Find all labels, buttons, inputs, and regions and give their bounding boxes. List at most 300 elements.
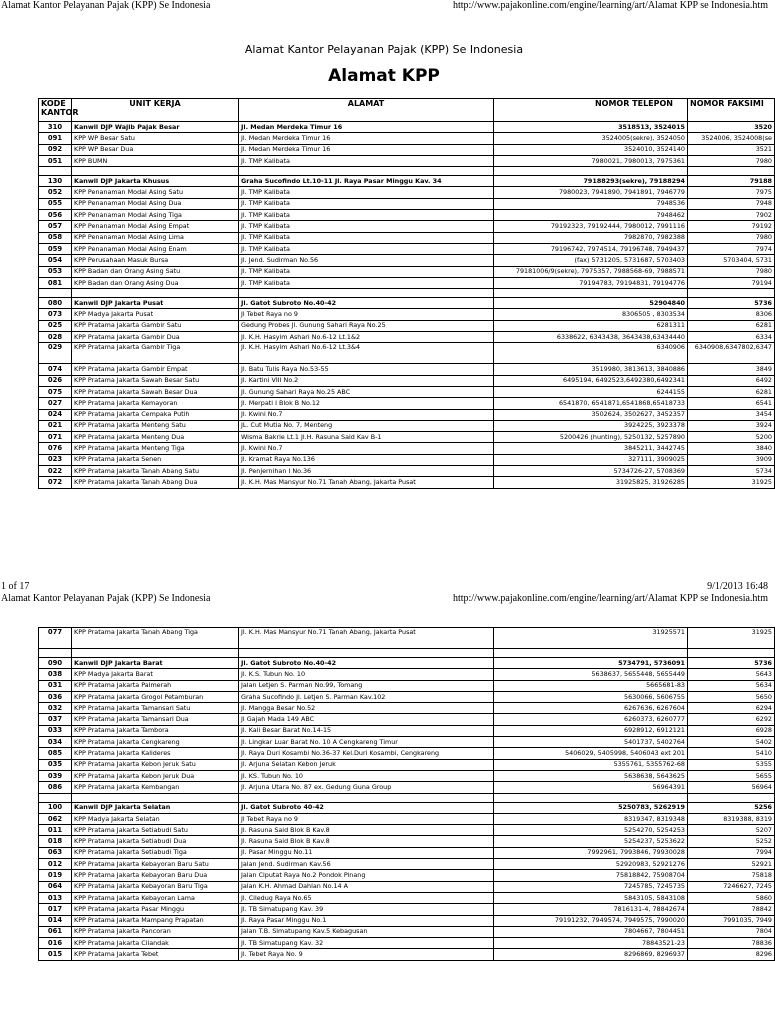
cell-faksimili: 6928 [688,725,775,736]
cell-faksimili: 7991035, 7949 [688,915,775,926]
cell-alamat: Jl. Jend. Sudirman No.56 [239,255,494,266]
table-row [39,703,775,714]
cell-kode: 086 [39,782,72,793]
cell-faksimili: 5655 [688,770,775,781]
table-row [39,881,775,892]
cell-unit-kerja: KPP Pratama Jakarta Gambir Satu [72,320,239,331]
cell-faksimili: 3840 [688,443,775,454]
cell-unit-kerja: KPP Pratama Jakarta Menteng Dua [72,432,239,443]
table-row [39,748,775,759]
cell-kode: 063 [39,847,72,858]
cell-kode: 085 [39,748,72,759]
cell-telepon: 79192323, 79192444, 7980012, 7991116 [494,221,688,232]
kpp-table-page-2 [38,627,772,961]
cell-telepon: 6338622, 6343438, 3643438,63434440 [494,332,688,343]
spacer-cell [494,649,688,658]
cell-kode: 072 [39,477,72,488]
cell-telepon: 5638637, 5655448, 5655449 [494,669,688,680]
cell-kode: 074 [39,364,72,375]
cell-kode: 058 [39,232,72,243]
cell-kode: 032 [39,703,72,714]
spacer-cell [688,289,775,298]
cell-telepon: 5843105, 5843108 [494,892,688,903]
col-header-unit: UNIT KERJA [72,99,239,122]
cell-unit-kerja: KPP WP Besar Dua [72,144,239,155]
cell-kode: 027 [39,398,72,409]
table-row [39,255,775,266]
cell-kode: 130 [39,176,72,187]
cell-faksimili: 6340908,6347802,6347 [688,343,775,364]
cell-telepon: 3518513, 3524015 [494,122,688,133]
cell-kode: 023 [39,454,72,465]
spacer-row [39,793,775,802]
cell-alamat: Gedung Probes Jl. Gunung Sahari Raya No.25 [239,320,494,331]
cell-alamat: Jl. TMP Kalibata [239,243,494,254]
cell-alamat: Jl. Rasuna Said Blok B Kav.8 [239,836,494,847]
cell-alamat: Jl. TMP Kalibata [239,221,494,232]
table-row [39,714,775,725]
table-row [39,122,775,133]
cell-alamat: Jl. TMP Kalibata [239,155,494,166]
cell-kode: 029 [39,343,72,364]
table-row [39,628,775,649]
cell-unit-kerja: KPP Pratama Jakarta Tanah Abang Tiga [72,628,239,649]
cell-unit-kerja: KPP Pratama Jakarta Kebayoran Baru Satu [72,859,239,870]
table-row [39,443,775,454]
spacer-cell [494,289,688,298]
spacer-cell [39,289,72,298]
table-header-row [39,99,775,122]
cell-faksimili: 79194 [688,277,775,288]
cell-faksimili: 3524006, 3524008(se [688,133,775,144]
cell-telepon: 3845211, 3442745 [494,443,688,454]
cell-kode: 056 [39,210,72,221]
cell-faksimili: 5256 [688,802,775,813]
cell-alamat: Jl. K.H. Mas Mansyur No.71 Tanah Abang, Jakarta Pusat [239,477,494,488]
cell-telepon: 8296869, 8296937 [494,949,688,960]
cell-telepon: 5355761, 5355762-68 [494,759,688,770]
cell-alamat: Jl. Batu Tulis Raya No.53-55 [239,364,494,375]
table-row [39,232,775,243]
document-title: Alamat Kantor Pelayanan Pajak (KPP) Se Indonesia [244,43,524,56]
cell-unit-kerja: KPP Madya Jakarta Selatan [72,813,239,824]
table-row [39,409,775,420]
cell-alamat: Jl. Rasuna Said Blok B Kav.8 [239,825,494,836]
cell-kode: 019 [39,870,72,881]
cell-telepon: 56964391 [494,782,688,793]
cell-alamat: Jl. Kali Besar Barat No.14-15 [239,725,494,736]
table-row [39,691,775,702]
cell-kode: 011 [39,825,72,836]
print-header-title: Alamat Kantor Pelayanan Pajak (KPP) Se Indonesia [1,0,211,11]
cell-telepon: 8319347, 8319348 [494,813,688,824]
cell-kode: 055 [39,198,72,209]
cell-kode: 013 [39,892,72,903]
cell-kode: 026 [39,375,72,386]
kpp-table-continued [38,627,775,961]
cell-alamat: Jl. Arjuna Selatan Kebon Jeruk [239,759,494,770]
cell-alamat: Jl. TMP Kalibata [239,210,494,221]
spacer-row [39,289,775,298]
table-row [39,243,775,254]
cell-kode: 100 [39,802,72,813]
cell-telepon: 79196742, 7974514, 79196748, 7949437 [494,243,688,254]
cell-telepon: 5250783, 5262919 [494,802,688,813]
cell-faksimili: 3849 [688,364,775,375]
cell-alamat: Jl. TB Simatupang Kav. 39 [239,904,494,915]
table-row [39,892,775,903]
table-row [39,759,775,770]
cell-alamat: Jl. Gatot Subroto 40-42 [239,802,494,813]
cell-kode: 014 [39,915,72,926]
cell-unit-kerja: KPP Badan dan Orang Asing Dua [72,277,239,288]
table-body-page-1 [39,122,775,489]
cell-faksimili: 5736 [688,658,775,669]
spacer-cell [239,167,494,176]
col-header-kode: KODE KANTOR [39,99,72,122]
cell-unit-kerja: Kanwil DJP Jakarta Barat [72,658,239,669]
cell-alamat: Jl. Tebet Raya No. 9 [239,949,494,960]
cell-faksimili: 5736 [688,298,775,309]
spacer-cell [239,289,494,298]
cell-unit-kerja: KPP Pratama Jakarta Tebet [72,949,239,960]
cell-alamat: Jl. Ciledug Raya No.65 [239,892,494,903]
cell-telepon: 78843521-23 [494,938,688,949]
cell-faksimili: 75818 [688,870,775,881]
cell-faksimili: 6541 [688,398,775,409]
cell-unit-kerja: Kanwil DJP Jakarta Selatan [72,802,239,813]
cell-faksimili: 7246627, 7245 [688,881,775,892]
table-row [39,454,775,465]
cell-telepon: 6928912, 6912121 [494,725,688,736]
spacer-cell [239,649,494,658]
cell-faksimili: 5734 [688,466,775,477]
cell-unit-kerja: KPP Pratama Jakarta Gambir Dua [72,332,239,343]
cell-kode: 022 [39,466,72,477]
cell-telepon: 31925571 [494,628,688,649]
cell-unit-kerja: KPP Penanaman Modal Asing Lima [72,232,239,243]
cell-faksimili: 7980 [688,232,775,243]
spacer-cell [239,793,494,802]
cell-kode: 073 [39,309,72,320]
cell-kode: 052 [39,187,72,198]
table-row [39,915,775,926]
cell-kode: 024 [39,409,72,420]
cell-unit-kerja: KPP Pratama Jakarta Menteng Tiga [72,443,239,454]
cell-alamat: Jl. Penjernihan I No.36 [239,466,494,477]
cell-alamat: Jl. KS. Tubun No. 10 [239,770,494,781]
cell-unit-kerja: KPP Pratama Jakarta Menteng Satu [72,420,239,431]
cell-unit-kerja: Kanwil DJP Wajib Pajak Besar [72,122,239,133]
cell-kode: 054 [39,255,72,266]
cell-unit-kerja: KPP Pratama Jakarta Setiabudi Dua [72,836,239,847]
cell-alamat: Jl. Lingkar Luar Barat No. 10 A Cengkareng Timur [239,737,494,748]
cell-unit-kerja: KPP Pratama Jakarta Setiabudi Tiga [72,847,239,858]
cell-alamat: Jl. K.H. Hasyim Ashari No.6-12 Lt.1&2 [239,332,494,343]
cell-faksimili: 5860 [688,892,775,903]
cell-alamat: Jl. K.H. Mas Mansyur No.71 Tanah Abang, Jakarta Pusat [239,628,494,649]
col-header-alamat: ALAMAT [239,99,494,122]
table-row [39,398,775,409]
cell-alamat: Jl. Gatot Subroto No.40-42 [239,298,494,309]
cell-faksimili: 5643 [688,669,775,680]
print-header-page-1 [0,0,768,12]
cell-unit-kerja: Kanwil DJP Jakarta Khusus [72,176,239,187]
cell-telepon: 7992961, 7993846, 79930028 [494,847,688,858]
cell-telepon: 6340906 [494,343,688,364]
cell-unit-kerja: KPP Pratama Jakarta Kebon Jeruk Satu [72,759,239,770]
cell-telepon: 5254237, 5253622 [494,836,688,847]
cell-alamat: Jl. Raya Pasar Minggu No.1 [239,915,494,926]
table-row [39,870,775,881]
cell-telepon: 7980021, 7980013, 7975361 [494,155,688,166]
cell-kode: 090 [39,658,72,669]
print-header-url: http://www.pajakonline.com/engine/learning/art/Alamat KPP se Indonesia.htm [452,593,768,604]
cell-alamat: Jl. TB Simatupang Kav. 32 [239,938,494,949]
cell-telepon: 6541870, 6541871,6541868,65418733 [494,398,688,409]
cell-alamat: Jalan Letjen S. Parman No.99, Tomang [239,680,494,691]
cell-kode: 031 [39,680,72,691]
table-row [39,802,775,813]
cell-faksimili: 6492 [688,375,775,386]
cell-kode: 034 [39,737,72,748]
cell-faksimili: 7994 [688,847,775,858]
cell-kode: 016 [39,938,72,949]
table-row [39,938,775,949]
cell-kode: 077 [39,628,72,649]
cell-telepon: 75818842, 75908704 [494,870,688,881]
spacer-row [39,649,775,658]
cell-unit-kerja: KPP Penanaman Modal Asing Enam [72,243,239,254]
print-header-page-2 [0,593,768,605]
cell-telepon: 79188293(sekre), 79188294 [494,176,688,187]
cell-telepon: 3924225, 3923378 [494,420,688,431]
cell-telepon: 5638638, 5643625 [494,770,688,781]
table-row [39,432,775,443]
table-row [39,825,775,836]
cell-alamat: Jl. TMP Kalibata [239,187,494,198]
table-row [39,133,775,144]
table-row [39,949,775,960]
cell-alamat: Jl. Gatot Subroto No.40-42 [239,658,494,669]
cell-alamat: Jl Gajah Mada 149 ABC [239,714,494,725]
table-row [39,782,775,793]
cell-faksimili: 3924 [688,420,775,431]
cell-telepon: 8306505 , 8303534 [494,309,688,320]
cell-kode: 064 [39,881,72,892]
cell-alamat: Jl. Kramat Raya No.136 [239,454,494,465]
cell-faksimili: 7974 [688,243,775,254]
cell-unit-kerja: KPP Pratama Jakarta Tanah Abang Dua [72,477,239,488]
cell-telepon: 3502624, 3502627, 3452357 [494,409,688,420]
cell-kode: 025 [39,320,72,331]
cell-faksimili: 6292 [688,714,775,725]
cell-kode: 075 [39,386,72,397]
cell-unit-kerja: KPP Pratama Jakarta Palmerah [72,680,239,691]
table-row [39,187,775,198]
cell-telepon: 52904840 [494,298,688,309]
cell-faksimili: 79188 [688,176,775,187]
cell-faksimili: 3454 [688,409,775,420]
cell-telepon: 6281311 [494,320,688,331]
cell-telepon: 7804667, 7804451 [494,926,688,937]
cell-kode: 310 [39,122,72,133]
cell-telepon: 5630066, 5606755 [494,691,688,702]
table-row [39,926,775,937]
cell-telepon: 52920983, 52921276 [494,859,688,870]
cell-alamat: Jl. Medan Merdeka Timur 16 [239,144,494,155]
table-row [39,198,775,209]
page-number: 1 of 17 [1,581,30,592]
table-row [39,836,775,847]
cell-unit-kerja: KPP Pratama Jakarta Kemayoran [72,398,239,409]
cell-unit-kerja: KPP Pratama Jakarta Cengkareng [72,737,239,748]
spacer-cell [72,167,239,176]
table-row [39,176,775,187]
cell-kode: 012 [39,859,72,870]
cell-unit-kerja: KPP Pratama Jakarta Senen [72,454,239,465]
cell-faksimili: 8296 [688,949,775,960]
cell-unit-kerja: KPP Pratama Jakarta Cilandak [72,938,239,949]
spacer-cell [494,793,688,802]
table-row [39,277,775,288]
cell-alamat: Wisma Bakrie Lt.1 Jl.H. Rasuna Said Kav B-1 [239,432,494,443]
table-row [39,669,775,680]
cell-telepon: 7982870, 7982388 [494,232,688,243]
cell-faksimili: 5410 [688,748,775,759]
cell-unit-kerja: KPP Penanaman Modal Asing Empat [72,221,239,232]
cell-kode: 028 [39,332,72,343]
cell-kode: 015 [39,949,72,960]
cell-alamat: Jalan Jend. Sudirman Kav.56 [239,859,494,870]
cell-unit-kerja: KPP Pratama Jakarta Sawah Besar Satu [72,375,239,386]
cell-alamat: Jl. Kwini No.7 [239,443,494,454]
cell-faksimili: 6334 [688,332,775,343]
cell-alamat: Jl Tebet Raya no 9 [239,813,494,824]
cell-unit-kerja: KPP Pratama Jakarta Gambir Empat [72,364,239,375]
cell-alamat: Jl. Medan Merdeka Timur 16 [239,133,494,144]
cell-unit-kerja: KPP Pratama Jakarta Tamansari Satu [72,703,239,714]
cell-kode: 091 [39,133,72,144]
cell-telepon: 327111, 3909025 [494,454,688,465]
table-row [39,298,775,309]
cell-unit-kerja: KPP Pratama Jakarta Kebayoran Lama [72,892,239,903]
table-row [39,386,775,397]
table-row [39,477,775,488]
cell-kode: 062 [39,813,72,824]
cell-telepon: 5406029, 5405998, 5406043 ext 201 [494,748,688,759]
table-row [39,770,775,781]
table-row [39,332,775,343]
cell-kode: 061 [39,926,72,937]
table-body-page-2 [39,628,775,961]
print-footer-page-1 [0,581,768,593]
cell-alamat: Jl Tebet Raya no 9 [239,309,494,320]
cell-kode: 038 [39,669,72,680]
cell-telepon: 3524005(sekre), 3524050 [494,133,688,144]
cell-unit-kerja: KPP Pratama Jakarta Kalideres [72,748,239,759]
cell-alamat: Jl. Pasar Minggu No.11 [239,847,494,858]
cell-telepon: 5200426 (hunting), 5250132, 5257890 [494,432,688,443]
cell-kode: 071 [39,432,72,443]
cell-unit-kerja: KPP Penanaman Modal Asing Satu [72,187,239,198]
cell-telepon: 7245785, 7245735 [494,881,688,892]
table-row [39,266,775,277]
cell-alamat: Graha Sucofindo Jl. Letjen S. Parman Kav.102 [239,691,494,702]
cell-unit-kerja: KPP Penanaman Modal Asing Dua [72,198,239,209]
cell-faksimili: 78842 [688,904,775,915]
cell-kode: 036 [39,691,72,702]
cell-alamat: Jl. Merpati I Blok B No.12 [239,398,494,409]
cell-telepon: 79191232, 7949574, 7949575, 7990020 [494,915,688,926]
cell-faksimili: 78836 [688,938,775,949]
cell-telepon: 5254270, 5254253 [494,825,688,836]
cell-faksimili: 5200 [688,432,775,443]
cell-faksimili: 5634 [688,680,775,691]
cell-unit-kerja: KPP Perusahaan Masuk Bursa [72,255,239,266]
cell-alamat: Jalan T.B. Simatupang Kav.5 Kebagusan [239,926,494,937]
cell-alamat: Jl. TMP Kalibata [239,232,494,243]
cell-kode: 057 [39,221,72,232]
spacer-cell [688,793,775,802]
cell-faksimili: 7804 [688,926,775,937]
cell-faksimili: 5650 [688,691,775,702]
cell-unit-kerja: KPP Pratama Jakarta Gambir Tiga [72,343,239,364]
cell-telepon: 3524010, 3524140 [494,144,688,155]
cell-telepon: 6260373, 6260777 [494,714,688,725]
table-row [39,466,775,477]
table-row [39,737,775,748]
table-row [39,813,775,824]
cell-alamat: Jl. Gunung Sahari Raya No.25 ABC [239,386,494,397]
table-row [39,859,775,870]
spacer-cell [688,649,775,658]
cell-unit-kerja: KPP BUMN [72,155,239,166]
table-row [39,725,775,736]
spacer-cell [39,167,72,176]
cell-telepon: 7948536 [494,198,688,209]
cell-faksimili: 6281 [688,320,775,331]
cell-alamat: Jl. Raya Duri Kosambi No.36-37 Kel.Duri Kosambi, Cengkareng [239,748,494,759]
cell-kode: 021 [39,420,72,431]
cell-faksimili: 5355 [688,759,775,770]
cell-kode: 033 [39,725,72,736]
cell-unit-kerja: KPP Pratama Jakarta Mampang Prapatan [72,915,239,926]
table-row [39,904,775,915]
table-row [39,680,775,691]
cell-unit-kerja: KPP Pratama Jakarta Pancoran [72,926,239,937]
cell-telepon: 5665681-83 [494,680,688,691]
table-row [39,343,775,364]
cell-unit-kerja: KPP Pratama Jakarta Grogol Petamburan [72,691,239,702]
cell-unit-kerja: KPP Pratama Jakarta Tambora [72,725,239,736]
cell-kode: 037 [39,714,72,725]
cell-faksimili: 7980 [688,266,775,277]
cell-unit-kerja: KPP Pratama Jakarta Tanah Abang Satu [72,466,239,477]
cell-telepon: 7980023, 7941890, 7941891, 7946779 [494,187,688,198]
cell-kode: 051 [39,155,72,166]
cell-alamat: Jl. Mangga Besar No.52 [239,703,494,714]
cell-alamat: JL. Cut Mutia No. 7, Menteng [239,420,494,431]
cell-unit-kerja: KPP Pratama Jakarta Kebayoran Baru Tiga [72,881,239,892]
cell-kode: 053 [39,266,72,277]
spacer-row [39,167,775,176]
cell-kode: 076 [39,443,72,454]
cell-kode: 081 [39,277,72,288]
cell-faksimili: 7902 [688,210,775,221]
spacer-cell [39,649,72,658]
cell-unit-kerja: KPP WP Besar Satu [72,133,239,144]
